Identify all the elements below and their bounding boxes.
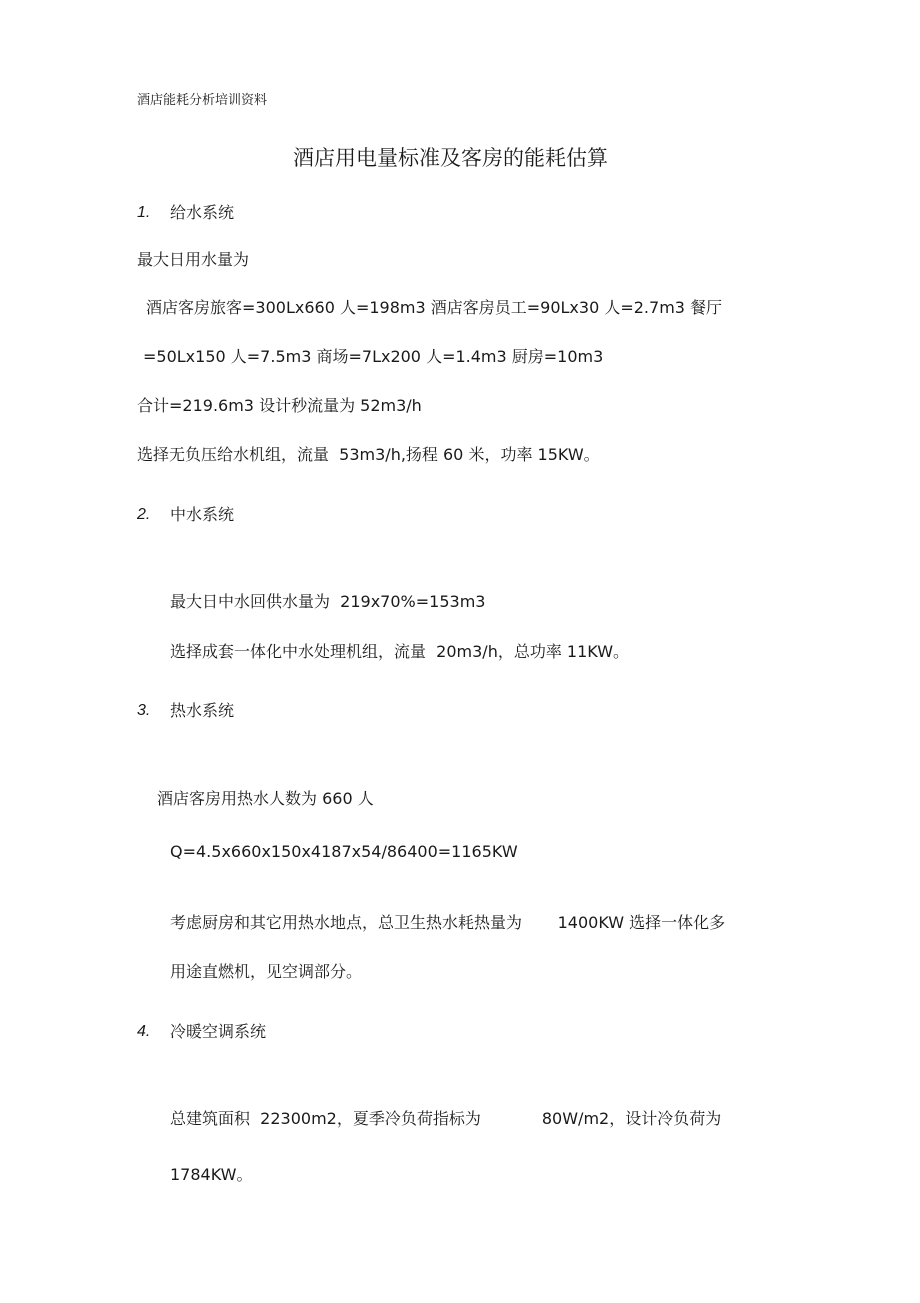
section-title: 中水系统 (170, 505, 235, 524)
paragraph-line: 最大日用水量为 (137, 250, 250, 269)
paragraph-line: 选择成套一体化中水处理机组，流量 20m3/h，总功率 11KW。 (170, 642, 630, 661)
paragraph-line: 酒店客房用热水人数为 660 人 (157, 789, 374, 808)
section-title: 给水系统 (170, 203, 235, 222)
paragraph-line: 选择无负压给水机组，流量 53m3/h,扬程 60 米，功率 15KW。 (137, 445, 600, 464)
paragraph-line: 1784KW。 (170, 1165, 253, 1184)
paragraph-line: 考虑厨房和其它用热水地点，总卫生热水耗热量为 1400KW 选择一体化多 (170, 913, 726, 932)
paragraph-line: 酒店客房旅客=300Lx660 人=198m3 酒店客房员工=90Lx30 人=2.7m3 餐厅 (146, 298, 723, 317)
header-note: 酒店能耗分析培训资料 (137, 93, 268, 108)
paragraph-line: Q=4.5x660x150x4187x54/86400=1165KW (170, 842, 518, 861)
paragraph-line: 合计=219.6m3 设计秒流量为 52m3/h (137, 396, 422, 415)
paragraph-line: 总建筑面积 22300m2，夏季冷负荷指标为 80W/m2，设计冷负荷为 (170, 1109, 722, 1128)
section-number: 3. (137, 702, 151, 719)
paragraph-line: 最大日中水回供水量为 219x70%=153m3 (170, 592, 486, 611)
section-title: 热水系统 (170, 701, 235, 720)
section-title: 冷暖空调系统 (170, 1022, 267, 1041)
document-title: 酒店用电量标准及客房的能耗估算 (293, 146, 608, 170)
section-number: 4. (137, 1023, 151, 1040)
section-number: 1. (137, 204, 151, 221)
paragraph-line: =50Lx150 人=7.5m3 商场=7Lx200 人=1.4m3 厨房=10m3 (143, 347, 604, 366)
paragraph-line: 用途直燃机，见空调部分。 (170, 962, 363, 981)
section-number: 2. (137, 506, 151, 523)
